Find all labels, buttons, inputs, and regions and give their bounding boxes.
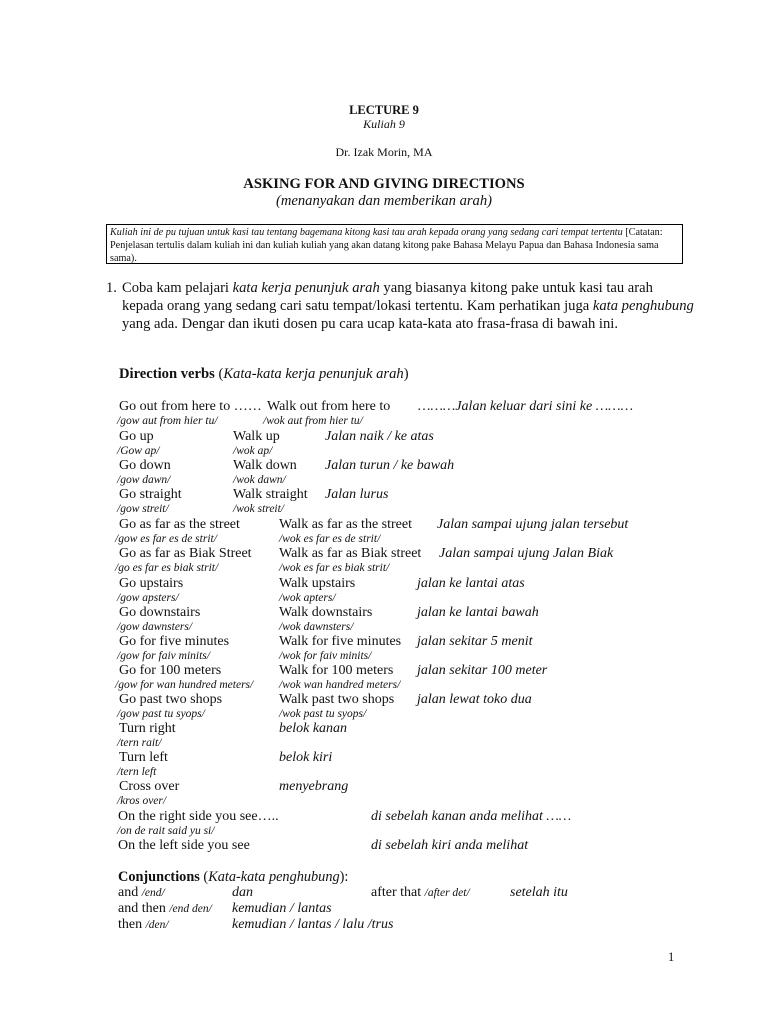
conjunction-indonesian: kemudian / lantas: [232, 901, 332, 916]
verb-english-go: Go upstairs: [119, 576, 184, 591]
note-italic: Kuliah ini de pu tujuan untuk kasi tau tentang bagemana kitong kasi tau arah kepada orang yang sedang cari tempat tertentu: [110, 227, 623, 238]
verb-pronunciation-go: /gow for wan hundred meters/: [115, 679, 254, 691]
conjunction-english-2: after that: [371, 885, 425, 900]
note-plain: [Catatan: Penjelasan tertulis dalam kuliah ini dan kuliah kuliah yang akan datang kitong pake Bahasa Melayu Papua dan Bahasa Indonesia sama sama).: [110, 227, 663, 264]
heading-bold: Direction verbs: [119, 366, 215, 382]
verb-english-walk: Walk for five minutes: [279, 634, 402, 649]
heading-paren: (: [214, 366, 224, 382]
verb-english-walk: Walk as far as the street: [279, 517, 412, 532]
conjunction-pronunciation: /den/: [145, 919, 169, 931]
conjunction-row: [118, 917, 169, 933]
verb-english-go: On the left side you see: [118, 838, 250, 853]
intro-italic-2: kata penghubung: [592, 297, 694, 314]
intro-text-3: yang ada. Dengar dan ikuti dosen pu cara ucap kata-kata ato frasa-frasa di bawah ini.: [122, 315, 618, 332]
verb-pronunciation-go: /gow apsters/: [117, 592, 179, 604]
author: Dr. Izak Morin, MA: [335, 145, 433, 159]
verb-english-go: Go downstairs: [119, 605, 201, 620]
conjunction-row: [118, 901, 212, 917]
verb-english-go: Go straight: [119, 487, 182, 502]
page-number: 1: [668, 950, 675, 964]
conj-heading-italic: Kata-kata penghubung: [208, 869, 340, 885]
verb-indonesian: menyebrang: [279, 779, 349, 794]
verb-english-go: Go as far as Biak Street: [119, 546, 252, 561]
verb-indonesian: Jalan turun / ke bawah: [325, 458, 455, 473]
verb-english-go: Go for 100 meters: [119, 663, 222, 678]
conjunction-english: and: [118, 885, 142, 900]
verb-indonesian: Jalan lurus: [325, 487, 389, 502]
heading-italic: Kata-kata kerja penunjuk arah: [223, 366, 404, 382]
conjunction-row: [118, 885, 165, 901]
verb-pronunciation-walk: /wok aut from hier tu/: [263, 415, 363, 427]
verb-indonesian: di sebelah kanan anda melihat ……: [371, 809, 572, 824]
verb-indonesian: jalan sekitar 5 menit: [417, 634, 533, 649]
verb-pronunciation-walk: /wok ap/: [233, 445, 273, 457]
verb-indonesian: Jalan naik / ke atas: [325, 429, 434, 444]
verb-pronunciation-go: /gow dawnsters/: [117, 621, 193, 633]
verb-pronunciation-walk: /wok streit/: [233, 503, 285, 515]
conjunction-english: then: [118, 917, 146, 932]
verb-pronunciation-go: /tern rait/: [117, 737, 162, 749]
verb-english-walk: Walk downstairs: [279, 605, 373, 620]
verb-pronunciation-go: /gow dawn/: [117, 474, 171, 486]
verb-pronunciation-go: /gow past tu syops/: [117, 708, 205, 720]
verb-english-go: Turn left: [119, 750, 168, 765]
verb-indonesian: belok kanan: [279, 721, 348, 736]
kuliah-label: Kuliah 9: [363, 117, 405, 131]
intro-text-1: Coba kam pelajari: [122, 280, 233, 296]
verb-pronunciation-walk: /wok for faiv minits/: [279, 650, 372, 662]
verb-indonesian: Jalan sampai ujung Jalan Biak: [439, 546, 614, 561]
verb-indonesian: belok kiri: [279, 750, 333, 765]
conj-heading-paren-close: ):: [339, 869, 349, 885]
page-title: ASKING FOR AND GIVING DIRECTIONS: [243, 176, 525, 192]
intro-text-2: yang biasanya kitong pake untuk kasi tau arah kepada orang yang sedang cari satu tempat/lokasi tertentu. Kam perhatikan juga: [122, 280, 653, 314]
verb-pronunciation-walk: /wok es far es de strit/: [279, 533, 381, 545]
verb-pronunciation-walk: /wok apters/: [279, 592, 336, 604]
verb-pronunciation-go: /gow es far es de strit/: [115, 533, 217, 545]
verb-indonesian: di sebelah kiri anda melihat: [371, 838, 529, 853]
conjunctions-heading: [118, 869, 348, 886]
conjunction-indonesian-2: setelah itu: [510, 885, 568, 900]
conj-heading-paren: (: [199, 869, 209, 885]
conjunction-indonesian: dan: [232, 885, 253, 900]
conjunction-pronunciation: /end den/: [169, 903, 212, 915]
verb-english-go: Go past two shops: [119, 692, 223, 707]
verb-pronunciation-walk: /wok past tu syops/: [279, 708, 367, 720]
verb-pronunciation-go: /Gow ap/: [117, 445, 160, 457]
verb-indonesian: jalan sekitar 100 meter: [417, 663, 548, 678]
verb-indonesian: jalan ke lantai bawah: [417, 605, 539, 620]
verb-pronunciation-go: /go es far es biak strit/: [115, 562, 219, 574]
page-subtitle: (menanyakan dan memberikan arah): [275, 193, 492, 209]
direction-verbs-heading: [119, 366, 409, 383]
verb-pronunciation-go: /tern left: [117, 766, 157, 778]
intro-italic-1: kata kerja penunjuk arah: [232, 280, 380, 296]
verb-english-go: Go down: [119, 458, 171, 473]
conjunction-indonesian: kemudian / lantas / lalu /trus: [232, 917, 394, 932]
heading-paren-close: ): [403, 366, 409, 382]
verb-pronunciation-walk: /wok dawn/: [233, 474, 286, 486]
conjunction-row-2: [371, 885, 470, 901]
verb-pronunciation-go: /gow aut from hier tu/: [117, 415, 218, 427]
verb-indonesian: ………Jalan keluar dari sini ke ………: [418, 399, 634, 414]
note-box: [106, 224, 683, 264]
verb-english-go: Go as far as the street: [119, 517, 240, 532]
verb-english-walk: Walk down: [233, 458, 297, 473]
verb-english-go: Go up: [119, 429, 154, 444]
verb-pronunciation-go: /on de rait said yu si/: [117, 825, 215, 837]
verb-indonesian: jalan ke lantai atas: [417, 576, 525, 591]
intro-number: 1.: [106, 280, 117, 296]
verb-pronunciation-go: /gow streit/: [117, 503, 169, 515]
verb-english-walk: Walk past two shops: [279, 692, 395, 707]
verb-pronunciation-walk: /wok dawnsters/: [279, 621, 354, 633]
verb-pronunciation-go: /kros over/: [117, 795, 167, 807]
verb-pronunciation-go: /gow for faiv minits/: [117, 650, 210, 662]
conjunction-english: and then: [118, 901, 170, 916]
verb-english-walk: Walk for 100 meters: [279, 663, 394, 678]
verb-pronunciation-walk: /wok wan handred meters/: [279, 679, 401, 691]
conjunction-pronunciation-2: /after det/: [424, 887, 470, 899]
verb-english-walk: Walk straight: [233, 487, 308, 502]
verb-english-go: Turn right: [119, 721, 176, 736]
verb-english-walk: Walk upstairs: [279, 576, 356, 591]
conjunction-pronunciation: /end/: [141, 887, 165, 899]
verb-english-walk: Walk up: [233, 429, 280, 444]
verb-pronunciation-walk: /wok es far es biak strit/: [279, 562, 390, 574]
verb-english-go: Go for five minutes: [119, 634, 230, 649]
verb-english-go: Cross over: [119, 779, 180, 794]
conj-heading-bold: Conjunctions: [118, 869, 200, 885]
verb-english-walk: Walk out from here to: [267, 399, 391, 414]
lecture-label: LECTURE 9: [349, 103, 419, 117]
verb-english-walk: Walk as far as Biak street: [279, 546, 422, 561]
verb-english-go: Go out from here to ……: [119, 399, 262, 414]
verb-indonesian: jalan lewat toko dua: [417, 692, 532, 707]
verb-indonesian: Jalan sampai ujung jalan tersebut: [437, 517, 629, 532]
verb-english-go: On the right side you see…..: [118, 809, 279, 824]
